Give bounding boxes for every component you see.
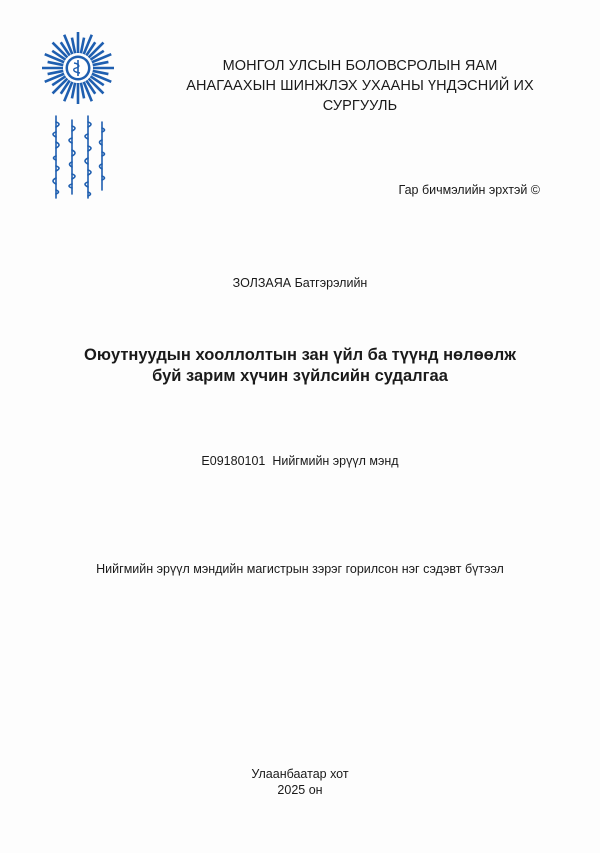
- ministry-header: [150, 56, 570, 116]
- copyright-notice: Гар бичмэлийн эрхтэй ©: [398, 183, 540, 197]
- emblem-ray: [93, 62, 109, 65]
- author-name: ЗОЛЗАЯА Батгэрэлийн: [232, 276, 368, 290]
- emblem-ray: [72, 83, 75, 99]
- year: 2025 он: [277, 783, 323, 797]
- emblem-ray: [48, 71, 64, 74]
- emblem-ray: [81, 83, 84, 99]
- place-and-year: [0, 766, 600, 798]
- ministry-name: МОНГОЛ УЛСЫН БОЛОВСРОЛЫН ЯАМ: [222, 58, 498, 74]
- emblem-ray: [72, 38, 75, 54]
- thesis-title-line-2: буй зарим хүчин зүйлсийн судалгаа: [152, 367, 448, 385]
- university-name: АНАГААХЫН ШИНЖЛЭХ УХААНЫ ҮНДЭСНИЙ ИХ СУРГУУЛЬ: [186, 78, 534, 114]
- thesis-title-line-1: Оюутнуудын хооллолтын зан үйл ба түүнд нөлөөлж: [84, 346, 516, 364]
- degree-statement: Нийгмийн эрүүл мэндийн магистрын зэрэг горилсон нэг сэдэвт бүтээл: [96, 562, 504, 576]
- program-code: E09180101 Нийгмийн эрүүл мэнд: [201, 454, 399, 468]
- emblem-ray: [93, 71, 109, 74]
- mongolian-script-emblem: [42, 112, 112, 202]
- emblem-ray: [81, 38, 84, 54]
- thesis-title: [40, 345, 560, 387]
- emblem-ray: [48, 62, 64, 65]
- city: Улаанбаатар хот: [251, 767, 349, 781]
- university-emblem-icon: [40, 30, 116, 106]
